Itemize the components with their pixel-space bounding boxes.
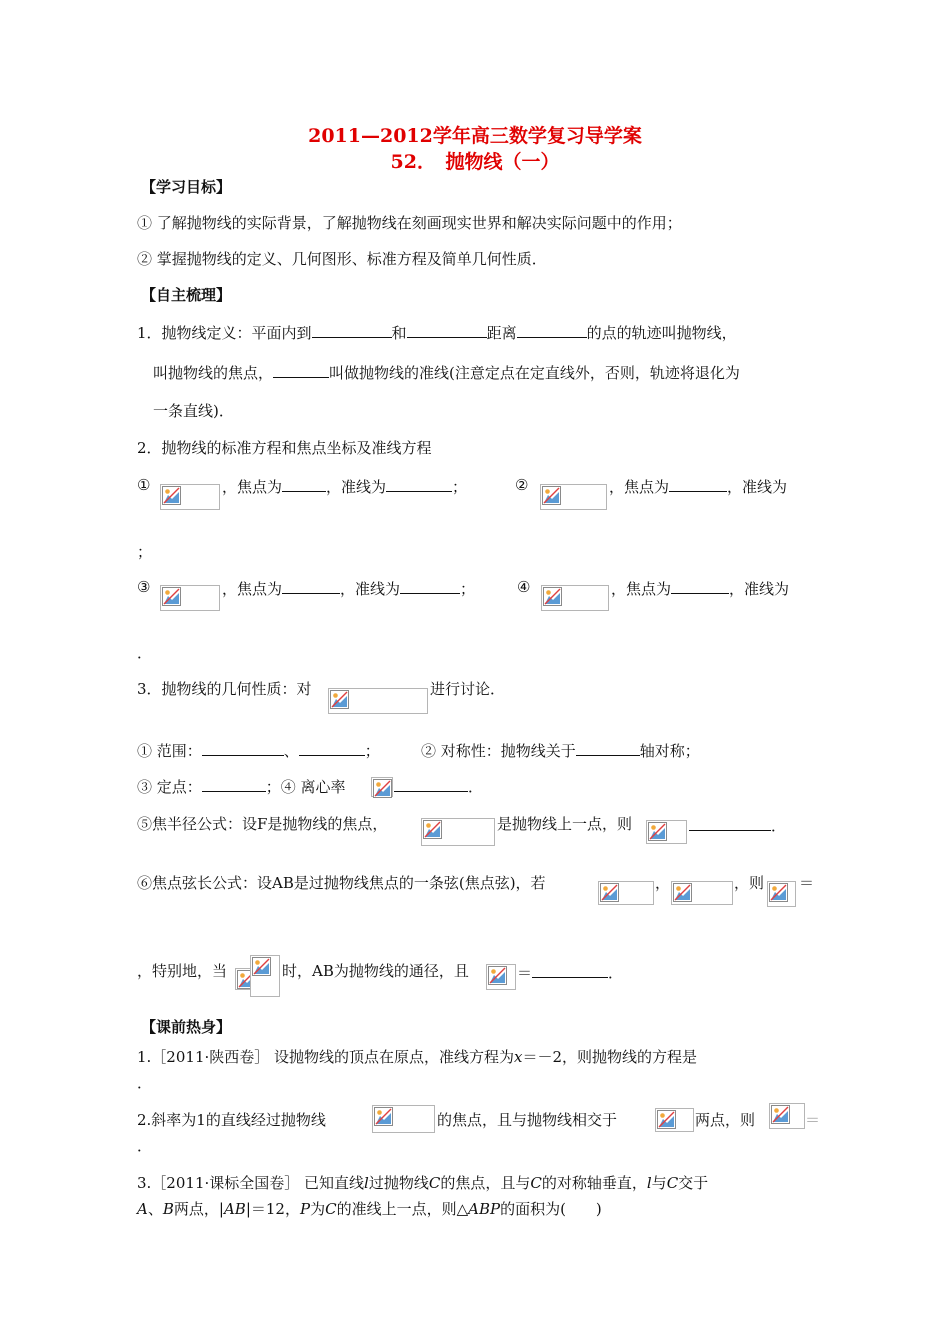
equals: ＝: [799, 874, 815, 892]
image-placeholder-icon: [162, 486, 181, 505]
text: ② 对称性：抛物线关于: [421, 742, 576, 760]
answer-blank[interactable]: [689, 814, 771, 831]
text: 的面积为( ): [500, 1200, 602, 1218]
image-placeholder-icon: [373, 779, 392, 798]
variable: C: [428, 1174, 441, 1192]
answer-blank[interactable]: [202, 775, 266, 792]
exercise-2-period: ．: [137, 1137, 153, 1155]
formula-image: [160, 484, 220, 510]
variable: C: [666, 1174, 679, 1192]
text: 交于: [678, 1174, 709, 1192]
answer-blank[interactable]: [282, 577, 340, 594]
variable: x: [514, 1048, 523, 1066]
semicolon: ；: [137, 543, 153, 561]
formula-image: [371, 777, 393, 797]
goal-item-1: ① 了解抛物线的实际背景，了解抛物线在刻画现实世界和解决实际问题中的作用；: [137, 214, 682, 232]
text: ．: [468, 778, 484, 796]
equation-line-2b: [611, 577, 789, 599]
eccentricity-blank-line: [394, 775, 483, 797]
focal-radius-blank: [689, 814, 786, 836]
marker-3: ③: [137, 578, 151, 596]
formula-image: [160, 585, 220, 611]
question-2: 2．抛物线的标准方程和焦点坐标及准线方程: [137, 439, 432, 457]
formula-image: [769, 1103, 805, 1129]
equals: ＝: [805, 1111, 821, 1129]
image-placeholder-icon: [542, 486, 561, 505]
formula-image: [421, 818, 495, 846]
text: 距离: [486, 324, 517, 342]
text: 叫做抛物线的准线(注意定点在定直线外，否则，轨迹将退化为: [329, 364, 740, 382]
text: 1.［2011·陕西卷］ 设抛物线的顶点在原点，准线方程为: [137, 1048, 515, 1066]
image-placeholder-icon: [600, 883, 619, 902]
image-placeholder-icon: [543, 587, 562, 606]
image-placeholder-icon: [162, 587, 181, 606]
exercise-2-mid: 的焦点，且与抛物线相交于: [437, 1111, 618, 1129]
variable: A: [137, 1200, 148, 1218]
page-title: 2011—2012学年高三数学复习导学案: [308, 125, 642, 147]
text: 叫抛物线的焦点，: [153, 364, 274, 382]
text: ，准线为: [727, 478, 788, 496]
formula-image: [541, 585, 609, 611]
image-placeholder-icon: [488, 966, 507, 985]
text: ，焦点为: [222, 580, 283, 598]
definition-line-1: [137, 321, 737, 343]
answer-blank[interactable]: [394, 775, 468, 792]
text: ，焦点为: [609, 478, 670, 496]
text: ，焦点为: [611, 580, 672, 598]
page-subtitle: 52． 抛物线（一）: [390, 151, 560, 173]
text: 与: [651, 1174, 667, 1192]
formula-image: [598, 881, 654, 905]
variable: B: [162, 1200, 174, 1218]
formula-image: [646, 820, 687, 844]
image-placeholder-icon: [423, 820, 442, 839]
exercise-1: [137, 1047, 697, 1067]
text: 3.［2011·课标全国卷］ 已知直线: [137, 1174, 365, 1192]
equation-line-2a: [222, 577, 475, 599]
text: ．: [608, 964, 624, 982]
period: ．: [137, 644, 153, 662]
question-3-tail: 进行讨论．: [430, 680, 506, 698]
text: ，准线为: [729, 580, 790, 598]
answer-blank[interactable]: [273, 361, 329, 378]
equation-line-1b: [609, 475, 787, 497]
text: ；: [460, 580, 476, 598]
image-placeholder-icon: [252, 957, 271, 976]
text: 两点，|: [173, 1200, 224, 1218]
text: ＝: [517, 964, 533, 982]
text: ．: [771, 817, 787, 835]
image-placeholder-icon: [657, 1110, 676, 1129]
latus-rectum-tail: 时，AB为抛物线的通径，且: [282, 962, 469, 980]
text: ，准线为: [326, 478, 387, 496]
text: 、: [147, 1200, 163, 1218]
formula-image: [767, 881, 796, 907]
section-heading-warmup: 【课前热身】: [141, 1018, 232, 1036]
answer-blank[interactable]: [299, 739, 365, 756]
text: 的焦点，且与: [440, 1174, 531, 1192]
question-3-text: 3．抛物线的几何性质：对: [137, 680, 312, 698]
equation-line-1a: [222, 475, 467, 497]
definition-line-2: [153, 361, 740, 383]
formula-image: [671, 881, 733, 905]
image-placeholder-icon: [648, 822, 667, 841]
image-placeholder-icon: [374, 1107, 393, 1126]
focal-radius-text: ⑤焦半径公式：设F是抛物线的焦点，: [137, 815, 388, 833]
text: 和: [391, 324, 407, 342]
variable: ABP: [468, 1200, 501, 1218]
latus-rectum-blank: [517, 961, 623, 983]
image-placeholder-icon: [330, 690, 349, 709]
marker-4: ④: [517, 578, 531, 596]
text: 过抛物线: [368, 1174, 429, 1192]
formula-image: [250, 955, 280, 997]
exercise-1-period: ．: [137, 1074, 153, 1092]
text: 为: [310, 1200, 326, 1218]
property-range: [137, 739, 380, 761]
variable: l: [364, 1174, 369, 1192]
variable: C: [325, 1200, 337, 1218]
image-placeholder-icon: [673, 883, 692, 902]
comma: ，: [655, 874, 671, 892]
marker-1: ①: [137, 476, 151, 494]
text: ＝－2，则抛物线的方程是: [522, 1048, 698, 1066]
exercise-3-line-1: [137, 1173, 708, 1193]
text: |＝12，: [245, 1200, 300, 1218]
text: ，焦点为: [222, 478, 283, 496]
exercise-2-tail: 两点，则: [695, 1111, 756, 1129]
image-placeholder-icon: [771, 1105, 790, 1124]
answer-blank[interactable]: [671, 577, 729, 594]
variable: C: [530, 1174, 542, 1192]
text: 轴对称；: [639, 742, 700, 760]
section-heading-review: 【自主梳理】: [141, 286, 232, 304]
text: 的对称轴垂直，: [541, 1174, 647, 1192]
answer-blank[interactable]: [282, 475, 326, 492]
text: 1．抛物线定义：平面内到: [137, 324, 312, 342]
text: 、: [283, 742, 299, 760]
goal-item-2: ② 掌握抛物线的定义、几何图形、标准方程及简单几何性质．: [137, 250, 547, 268]
variable: AB: [223, 1200, 246, 1218]
answer-blank[interactable]: [532, 961, 608, 978]
variable: P: [299, 1200, 311, 1218]
formula-image: [655, 1108, 694, 1132]
property-vertex: [137, 775, 346, 797]
answer-blank[interactable]: [400, 577, 460, 594]
exercise-2-text: 2.斜率为1的直线经过抛物线: [137, 1111, 326, 1129]
latus-rectum-text: ，特别地，当: [137, 962, 228, 980]
text: ③ 定点：: [137, 778, 202, 796]
text: ；: [364, 742, 380, 760]
focal-chord-then: ，则: [734, 874, 765, 892]
formula-image: [328, 688, 428, 714]
formula-image: [372, 1105, 435, 1133]
formula-image: [235, 968, 251, 990]
answer-blank[interactable]: [576, 739, 640, 756]
exercise-3-line-2: [137, 1199, 602, 1219]
answer-blank[interactable]: [202, 739, 284, 756]
text: ① 范围：: [137, 742, 202, 760]
formula-image: [486, 964, 516, 990]
answer-blank[interactable]: [407, 321, 487, 338]
text: 的准线上一点，则△: [336, 1200, 469, 1218]
marker-2: ②: [515, 476, 529, 494]
variable: l: [646, 1174, 652, 1192]
definition-line-3: 一条直线)．: [153, 402, 234, 420]
answer-blank[interactable]: [312, 321, 392, 338]
image-placeholder-icon: [769, 883, 788, 902]
text: ，准线为: [340, 580, 401, 598]
section-heading-goals: 【学习目标】: [141, 178, 232, 196]
formula-image: [540, 484, 607, 510]
property-symmetry: [421, 739, 700, 761]
answer-blank[interactable]: [669, 475, 727, 492]
text: ；: [452, 478, 468, 496]
answer-blank[interactable]: [517, 321, 587, 338]
text: 的点的轨迹叫抛物线，: [586, 324, 737, 342]
answer-blank[interactable]: [386, 475, 452, 492]
focal-radius-tail: 是抛物线上一点，则: [497, 815, 633, 833]
focal-chord-text: ⑥焦点弦长公式：设AB是过抛物线焦点的一条弦(焦点弦)，若: [137, 874, 546, 892]
text: ；④ 离心率: [265, 778, 346, 796]
